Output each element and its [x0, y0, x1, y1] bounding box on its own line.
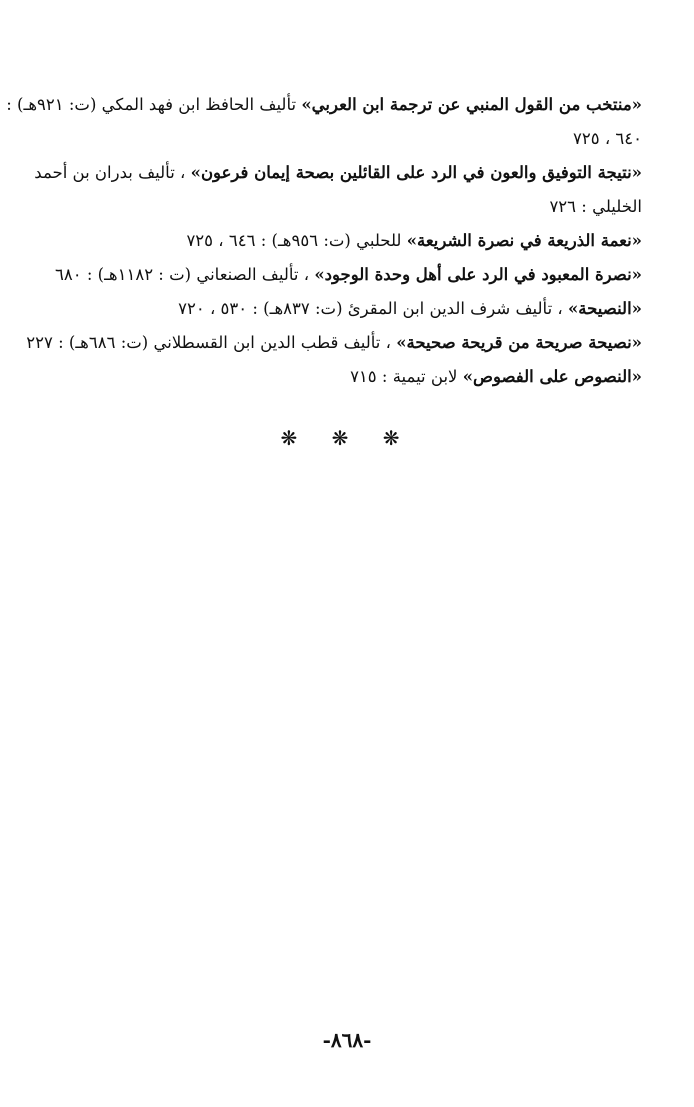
index-entry — [34, 156, 642, 224]
entry-line — [52, 258, 642, 292]
entry-pages: الخليلي : ٧٢٦ — [549, 197, 642, 216]
entry-title: «النصوص على الفصوص» — [462, 367, 642, 386]
entry-title: «النصيحة» — [567, 299, 642, 318]
entry-title: «نعمة الذريعة في نصرة الشريعة» — [406, 231, 642, 250]
entry-title: «نتيجة التوفيق والعون في الرد على القائلين بصحة إيمان فرعون» — [190, 163, 642, 182]
index-entry — [52, 224, 642, 258]
entry-title: «منتخب من القول المنبي عن ترجمة ابن العربي» — [301, 95, 642, 114]
entry-details: تأليف الحافظ ابن فهد المكي (ت: ٩٢١هـ) : — [6, 95, 302, 114]
index-entry — [52, 292, 642, 326]
entry-line — [34, 156, 642, 190]
index-entry — [26, 326, 642, 360]
entry-details: ، تأليف الصنعاني (ت : ١١٨٢هـ) : ٦٨٠ — [54, 265, 315, 284]
section-ornament: ❋ ❋ ❋ — [280, 426, 414, 450]
entry-details: ، تأليف قطب الدين ابن القسطلاني (ت: ٦٨٦هـ) : ٢٢٧ — [26, 333, 397, 352]
index-entry — [52, 360, 642, 394]
index-entries — [6, 88, 642, 394]
entry-line — [6, 88, 642, 122]
entry-title: «نصرة المعبود في الرد على أهل وحدة الوجود» — [314, 265, 642, 284]
entry-line — [52, 292, 642, 326]
entry-line — [52, 224, 642, 258]
entry-details: لابن تيمية : ٧١٥ — [350, 367, 463, 386]
entry-title: «نصيحة صريحة من قريحة صحيحة» — [396, 333, 642, 352]
entry-details: ، تأليف شرف الدين ابن المقرئ (ت: ٨٣٧هـ) : ٥٣٠ ، ٧٢٠ — [178, 299, 568, 318]
index-entry — [52, 258, 642, 292]
entry-pages: ٦٤٠ ، ٧٢٥ — [572, 129, 642, 148]
entry-details: ، تأليف بدران بن أحمد — [34, 163, 191, 182]
entry-line — [26, 326, 642, 360]
page-number: -٨٦٨- — [322, 1028, 372, 1052]
entry-details: للحلبي (ت: ٩٥٦هـ) : ٦٤٦ ، ٧٢٥ — [186, 231, 407, 250]
index-entry — [6, 88, 642, 156]
entry-line — [52, 360, 642, 394]
